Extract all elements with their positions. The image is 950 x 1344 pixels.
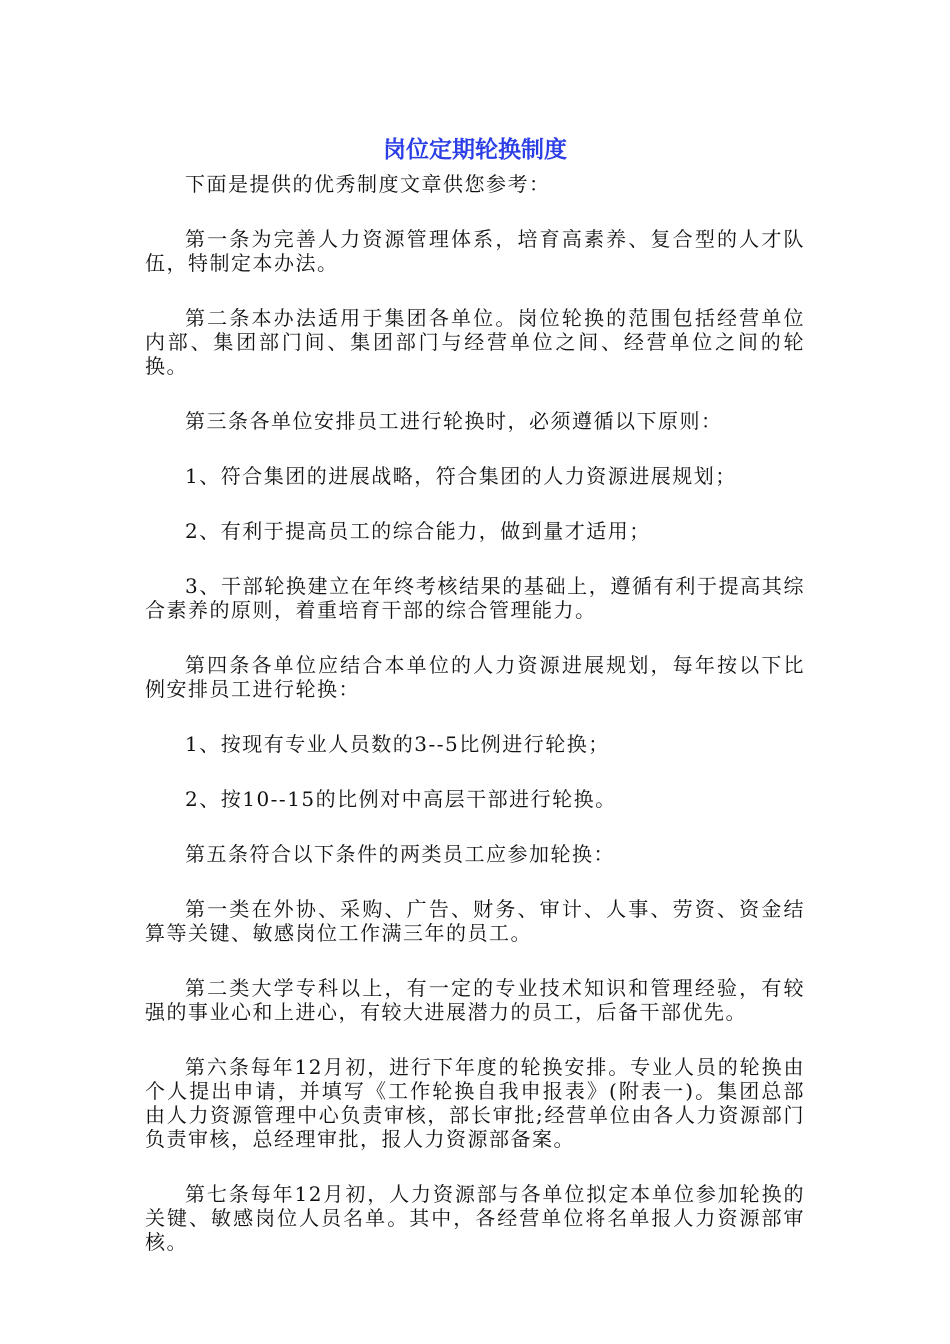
paragraph-article-3: 第三条各单位安排员工进行轮换时，必须遵循以下原则：: [185, 409, 723, 433]
paragraph-article-2: 第二条本办法适用于集团各单位。岗位轮换的范围包括经营单位内部、集团部门间、集团部门与经营单位之间、经营单位之间的轮换。: [145, 306, 805, 378]
paragraph-ratio-1: 1、按现有专业人员数的3--5比例进行轮换；: [185, 732, 610, 756]
paragraph-principle-1: 1、符合集团的进展战略，符合集团的人力资源进展规划；: [185, 464, 737, 488]
paragraph-article-7: 第七条每年12月初，人力资源部与各单位拟定本单位参加轮换的关键、敏感岗位人员名单。其中，各经营单位将名单报人力资源部审核。: [145, 1182, 805, 1254]
document-title: 岗位定期轮换制度: [383, 137, 567, 163]
paragraph-article-5: 第五条符合以下条件的两类员工应参加轮换：: [185, 842, 615, 866]
paragraph-article-6: 第六条每年12月初，进行下年度的轮换安排。专业人员的轮换由个人提出申请，并填写《工作轮换自我申报表》(附表一)。集团总部由人力资源管理中心负责审核，部长审批;经营单位由各人力资源部门负责审核，总经理审批，报人力资源部备案。: [145, 1055, 805, 1151]
paragraph-intro: 下面是提供的优秀制度文章供您参考：: [185, 172, 551, 196]
paragraph-category-2: 第二类大学专科以上，有一定的专业技术知识和管理经验，有较强的事业心和上进心，有较大进展潜力的员工，后备干部优先。: [145, 976, 805, 1024]
paragraph-article-1: 第一条为完善人力资源管理体系，培育高素养、复合型的人才队伍，特制定本办法。: [145, 227, 805, 275]
document-page: [145, 128, 805, 1285]
paragraph-principle-3: 3、干部轮换建立在年终考核结果的基础上，遵循有利于提高其综合素养的原则，着重培育干部的综合管理能力。: [145, 574, 805, 622]
paragraph-principle-2: 2、有利于提高员工的综合能力，做到量才适用；: [185, 519, 651, 543]
paragraph-article-4: 第四条各单位应结合本单位的人力资源进展规划，每年按以下比例安排员工进行轮换：: [145, 653, 805, 701]
paragraph-category-1: 第一类在外协、采购、广告、财务、审计、人事、劳资、资金结算等关键、敏感岗位工作满三年的员工。: [145, 897, 805, 945]
paragraph-ratio-2: 2、按10--15的比例对中高层干部进行轮换。: [185, 787, 617, 811]
